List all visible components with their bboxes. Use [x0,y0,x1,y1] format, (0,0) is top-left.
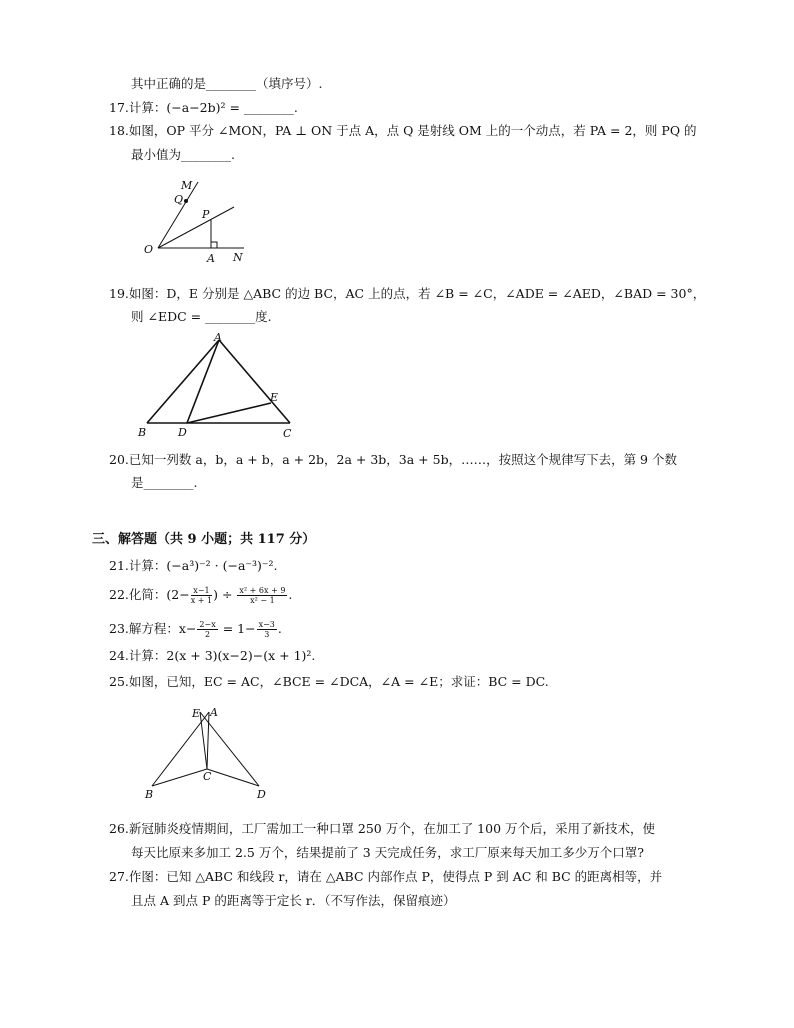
question-number: 20. [109,452,129,467]
label-C: C [203,770,212,783]
label-A: A [214,331,222,344]
question-18 [109,122,697,140]
numerator: x−1 [191,586,212,596]
question-text-line1: 作图：已知 △ABC 和线段 r，请在 △ABC 内部作点 P，使得点 P 到 AC 和 BC 的距离相等，并 [128,869,663,884]
label-C: C [283,427,292,440]
question-text-line1: 新冠肺炎疫情期间，工厂需加工一种口罩 250 万个，在加工了 100 万个后，采用了新技术，使 [128,821,656,836]
label-Q: Q [174,193,184,206]
question-19 [109,285,705,303]
figure-25 [140,703,275,803]
question-17 [109,99,298,117]
question-23 [109,620,282,639]
question-text: 如图，已知，EC = AC，∠BCE = ∠DCA，∠A = ∠E；求证：BC = DC. [128,674,549,689]
denominator: x² − 1 [250,596,275,605]
fraction [257,620,277,639]
question-number: 22. [109,587,129,602]
question-24 [109,647,315,665]
question-25 [109,673,549,691]
label-P: P [202,208,210,221]
question-number: 23. [109,621,129,636]
question-19-line2: 则 ∠EDC = ________度. [131,309,272,324]
figure-18 [140,175,260,265]
question-number: 17. [109,100,129,115]
label-M: M [181,179,193,192]
expr-end: . [277,621,282,636]
question-20-line2: 是________. [131,475,198,490]
question-number: 27. [109,869,129,884]
fraction [197,620,217,639]
question-27 [109,868,662,886]
label-O: O [144,243,154,256]
expr-part: (2− [166,587,190,602]
question-text-line1: 如图，OP 平分 ∠MON，PA ⊥ ON 于点 A，点 Q 是射线 OM 上的一个动点，若 PA = 2，则 PQ 的 [128,123,697,138]
fraction [191,586,212,605]
q16-tail: 其中正确的是________（填序号）. [131,76,323,91]
question-22 [109,586,292,605]
numerator: x² + 6x + 9 [239,586,286,595]
label-A: A [207,252,215,265]
question-prefix: 解方程：x− [128,621,197,636]
question-text: 计算：(−a−2b)² = ________. [128,100,298,115]
question-text-line1: 如图：D，E 分别是 △ABC 的边 BC，AC 上的点，若 ∠B = ∠C，∠ADE = ∠AED，∠BAD = 30°， [128,286,706,301]
denominator: 3 [264,630,270,639]
question-18-line2: 最小值为________. [131,147,235,162]
label-A: A [210,706,218,719]
label-E: E [192,707,201,720]
label-B: B [138,426,147,439]
section-heading: 三、解答题（共 9 小题；共 117 分） [92,532,316,547]
question-prefix: 化简： [128,587,167,602]
question-number: 24. [109,648,129,663]
question-text: 计算：2(x + 3)(x−2)−(x + 1)². [128,648,316,663]
numerator: x−3 [258,620,275,629]
expr-part: = 1− [218,621,256,636]
question-number: 18. [109,123,129,138]
denominator: 2 [205,630,211,639]
question-26-line2: 每天比原来多加工 2.5 万个，结果提前了 3 天完成任务，求工厂原来每天加工多少万个口罩? [131,845,644,860]
question-number: 26. [109,821,129,836]
label-B: B [145,788,154,801]
label-D: D [178,426,187,439]
expr-end: . [288,587,293,602]
figure-19 [130,328,310,443]
question-number: 21. [109,558,129,573]
question-26 [109,820,655,838]
label-E: E [270,391,279,404]
expr-part: ) ÷ [213,587,237,602]
question-number: 19. [109,286,129,301]
label-N: N [233,251,243,264]
numerator: 2−x [199,620,216,629]
question-21 [109,557,277,575]
question-text: 计算：(−a³)⁻² · (−a⁻³)⁻². [128,558,278,573]
question-text-line1: 已知一列数 a，b，a + b，a + 2b，2a + 3b，3a + 5b，……，按照这个规律写下去，第 9 个数 [128,452,677,467]
denominator: x + 1 [190,596,213,605]
label-D: D [257,788,266,801]
question-number: 25. [109,674,129,689]
question-27-line2: 且点 A 到点 P 的距离等于定长 r．（不写作法，保留痕迹） [131,893,456,908]
question-20 [109,451,677,469]
fraction [237,586,287,605]
